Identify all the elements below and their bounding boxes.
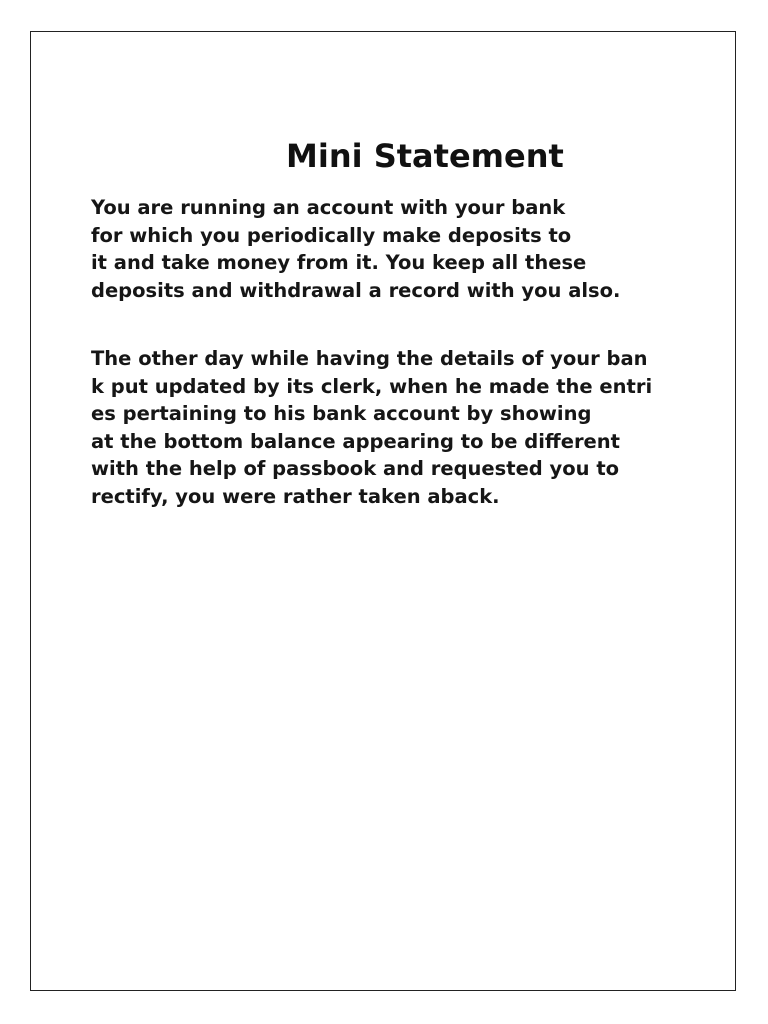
paragraph-line: with the help of passbook and requested you to [91, 457, 620, 481]
page-frame [30, 31, 736, 991]
paragraph-2 [91, 345, 652, 511]
paragraph-line: deposits and withdrawal a record with you also. [91, 278, 621, 302]
paragraph-line: es pertaining to his bank account by showing [91, 402, 592, 426]
paragraph-1 [91, 194, 620, 304]
paragraph-line: You are running an account with your bank [91, 196, 566, 219]
paragraph-line: The other day while having the details of your ban [91, 347, 648, 370]
paragraph-line: for which you periodically make deposits to [91, 223, 572, 247]
document-title: Mini Statement [286, 137, 564, 175]
paragraph-line: at the bottom balance appearing to be different [91, 429, 620, 453]
paragraph-line: it and take money from it. You keep all these [91, 251, 587, 275]
paragraph-line: rectify, you were rather taken aback. [91, 484, 500, 508]
paragraph-line: k put updated by its clerk, when he made the entri [91, 374, 653, 398]
